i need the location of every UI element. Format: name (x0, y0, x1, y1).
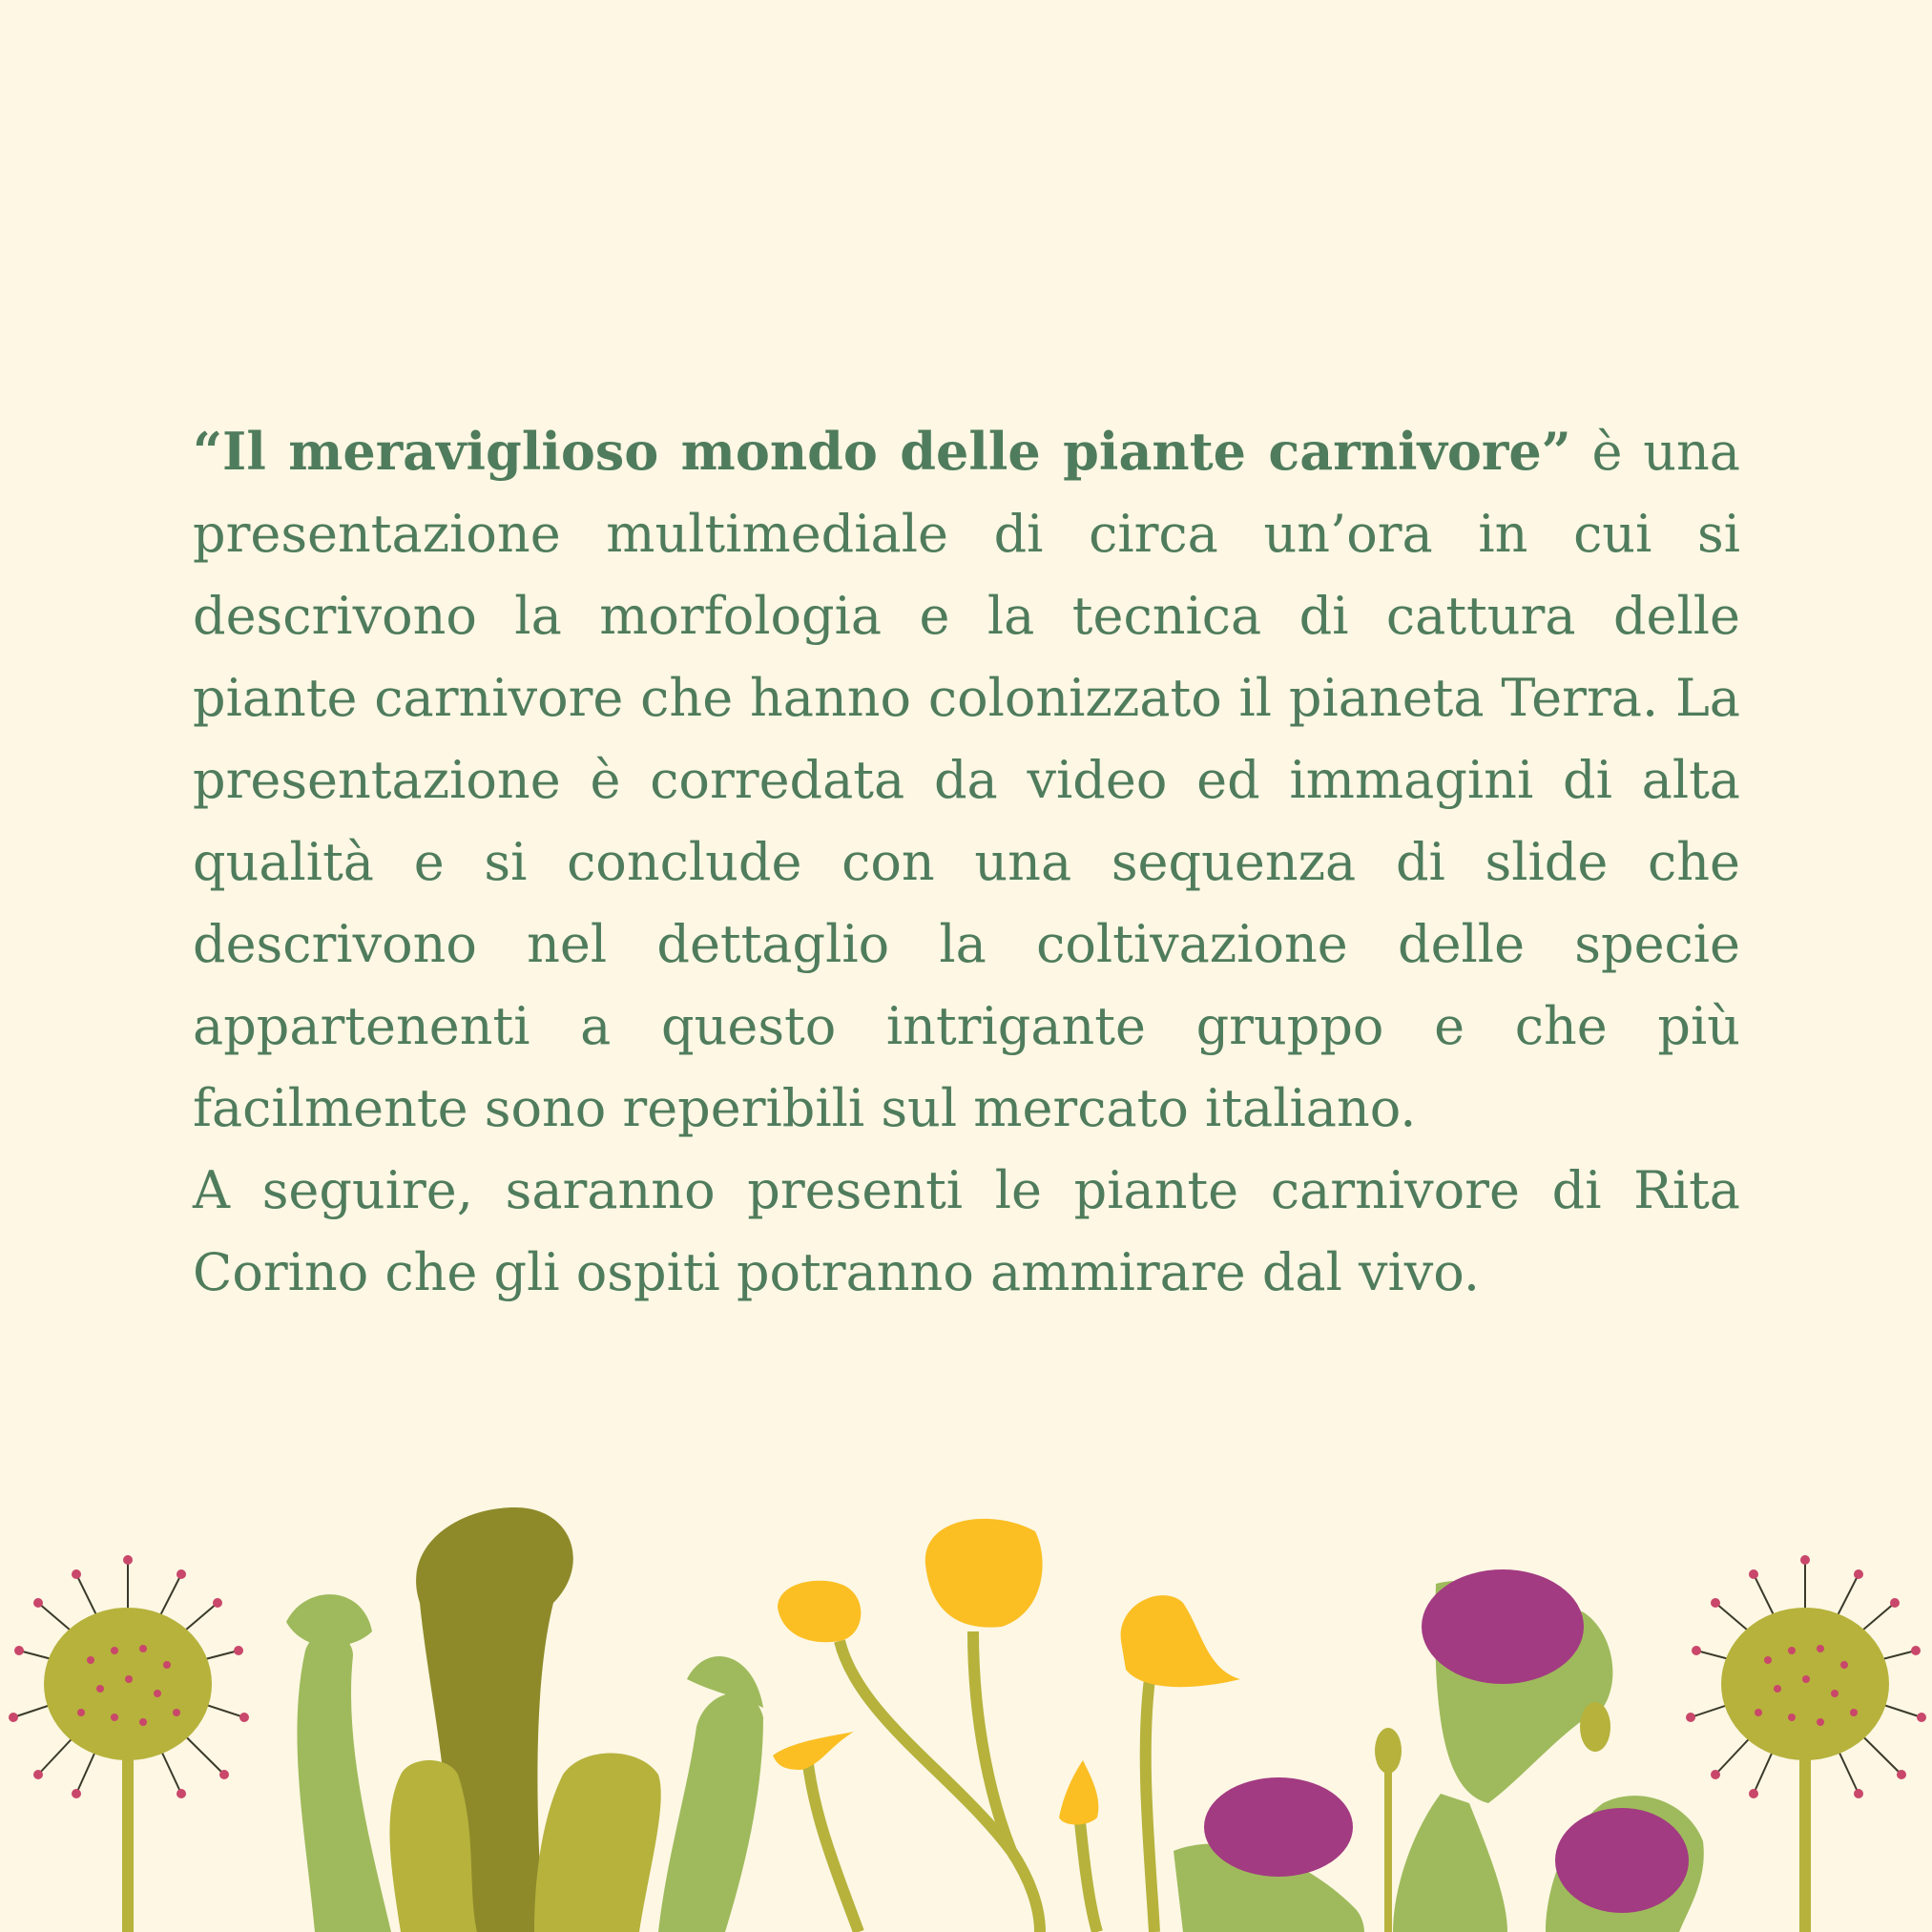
description-paragraph-1 (193, 410, 1740, 1150)
carnivorous-plants-illustration (0, 1488, 1932, 1932)
description-paragraph-2: A seguire, saranno presenti le piante carnivore di Rita Corino che gli ospiti potranno ammirare dal vivo. (193, 1160, 1740, 1302)
venus-flytraps-icon (1174, 1569, 1704, 1932)
yellow-flowers-icon (773, 1519, 1240, 1932)
description-body: è una presentazione multimediale di circa un’ora in cui si descrivono la morfologia e la tecnica di cattura delle piante carnivore che hanno colonizzato il pianeta Terra. La presentazione è corredata da video ed immagini di alta qualità e si conclude con una sequenza di slide che descrivono nel dettaglio la coltivazione delle specie appartenenti a questo intrigante gruppo e che più facilmente sono reperibili sul mercato italiano. (193, 422, 1740, 1138)
description-text (193, 410, 1740, 1314)
pitcher-plants-icon (286, 1507, 763, 1932)
event-title: “Il meraviglioso mondo delle piante carnivore” (193, 421, 1571, 482)
sundew-left-icon (9, 1555, 249, 1932)
sundew-right-icon (1686, 1555, 1926, 1932)
